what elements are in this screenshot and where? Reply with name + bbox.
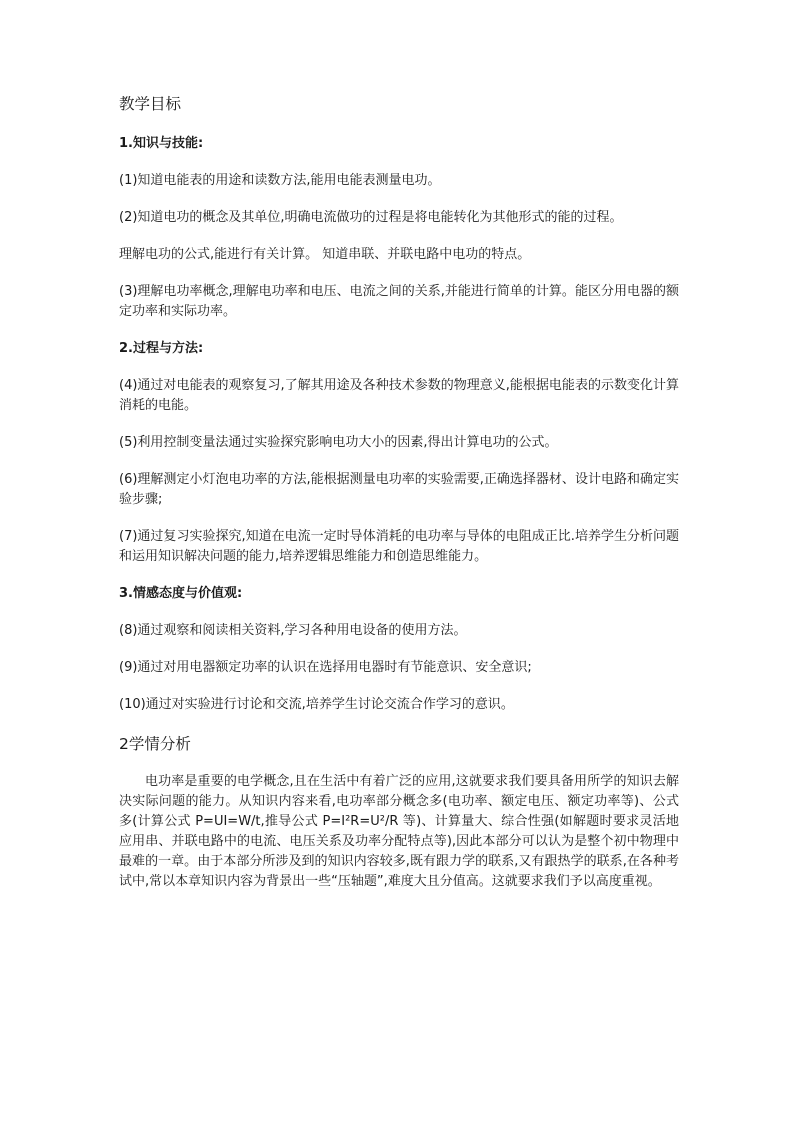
paragraph: (4)通过对电能表的观察复习,了解其用途及各种技术参数的物理意义,能根据电能表的示数变化计算消耗的电能。 — [119, 378, 679, 413]
page-title: 教学目标 — [119, 95, 182, 113]
paragraph: (5)利用控制变量法通过实验探究影响电功大小的因素,得出计算电功的公式。 — [119, 435, 558, 450]
section-process-methods — [119, 339, 679, 567]
analysis-paragraph: 电功率是重要的电学概念,且在生活中有着广泛的应用,这就要求我们要具备用所学的知识去解决实际问题的能力。从知识内容来看,电功率部分概念多(电功率、额定电压、额定功率等)、公式多(计算公式 P=UI=W/t,推导公式 P=I²R=U²/R 等)、计算量大、综合性强(如解题时要求灵活地应用串、并联电路中的电流、电压关系及功率分配特点等),因此本部分可以认为是整个初中物理中最难的一章。由于本部分所涉及到的知识内容较多,既有跟力学的联系,又有跟热学的联系,在各种考试中,常以本章知识内容为背景出一些“压轴题”,难度大且分值高。这就要求我们予以高度重视。 — [119, 774, 679, 889]
paragraph: (9)通过对用电器额定功率的认识在选择用电器时有节能意识、安全意识; — [119, 660, 532, 675]
paragraph: (6)理解测定小灯泡电功率的方法,能根据测量电功率的实验需要,正确选择器材、设计电路和确定实验步骤; — [119, 472, 679, 507]
paragraph: (8)通过观察和阅读相关资料,学习各种用电设备的使用方法。 — [119, 623, 467, 638]
document-content — [119, 92, 679, 892]
section-heading: 1.知识与技能: — [119, 136, 204, 151]
paragraph: (3)理解电功率概念,理解电功率和电压、电流之间的关系,并能进行简单的计算。能区分用电器的额定功率和实际功率。 — [119, 284, 679, 319]
section-heading: 2.过程与方法: — [119, 341, 204, 356]
paragraph: (1)知道电能表的用途和读数方法,能用电能表测量电功。 — [119, 173, 441, 188]
paragraph: (7)通过复习实验探究,知道在电流一定时导体消耗的电功率与导体的电阻成正比.培养学生分析问题和运用知识解决问题的能力,培养逻辑思维能力和创造思维能力。 — [119, 529, 679, 564]
section-heading: 3.情感态度与价值观: — [119, 586, 243, 601]
section-knowledge-skills — [119, 134, 679, 322]
analysis-heading: 2学情分析 — [119, 735, 191, 753]
section-attitudes-values — [119, 584, 679, 715]
paragraph: (2)知道电功的概念及其单位,明确电流做功的过程是将电能转化为其他形式的能的过程。 — [119, 210, 623, 225]
paragraph: (10)通过对实验进行讨论和交流,培养学生讨论交流合作学习的意识。 — [119, 697, 514, 712]
paragraph: 理解电功的公式,能进行有关计算。 知道串联、并联电路中电功的特点。 — [119, 247, 531, 262]
